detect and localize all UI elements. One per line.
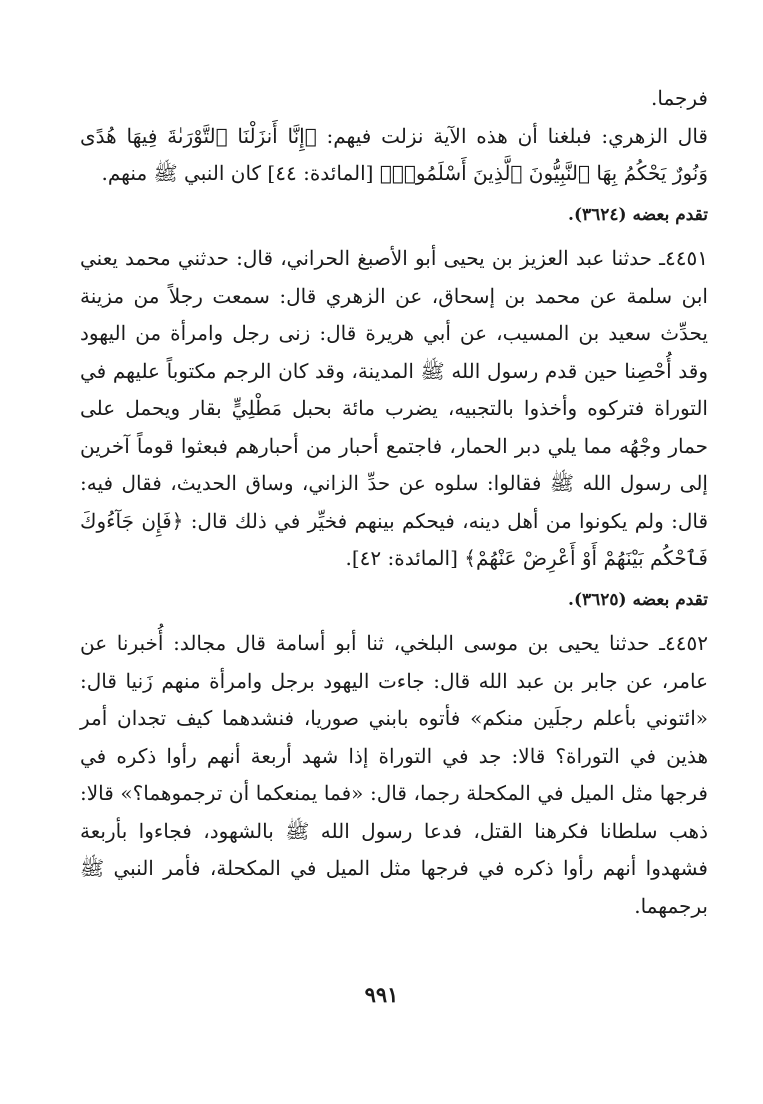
page-body — [80, 80, 708, 925]
paragraph-continuation: فرجما. — [651, 86, 708, 110]
cross-reference-3625: تقدم بعضه (٣٦٢٥). — [568, 589, 708, 610]
cross-reference-3624: تقدم بعضه (٣٦٢٤). — [568, 204, 708, 225]
hadith-4451: ٤٤٥١ـ حدثنا عبد العزيز بن يحيى أبو الأصبغ الحراني، قال: حدثني محمد يعني ابن سلمة عن محمد بن إسحاق، عن الزهري قال: سمعت رجلاً من مزينة يحدِّث سعيد بن المسيب، عن أبي هريرة قال: زنى رجل وامرأة من اليهود وقد أُحْصِنا حين قدم رسول الله ﷺ المدينة، وقد كان الرجم مكتوباً عليهم في التوراة فتركوه وأخذوا بالتجبيه، يضرب مائة بحبل مَطْلِيٍّ بقار ويحمل على حمار وجْهُه مما يلي دبر الحمار، فاجتمع أحبار من أحبارهم فبعثوا قوماً آخرين إلى رسول الله ﷺ فقالوا: سلوه عن حدِّ الزاني، وساق الحديث، فقال فيه: قال: ولم يكونوا من أهل دينه، فيحكم بينهم فخيِّر في ذلك قال: ﴿فَإِن جَآءُوكَ فَٱحْكُم بَيْنَهُمْ أَوْ أَعْرِضْ عَنْهُمْ﴾ [المائدة: ٤٢]. — [80, 246, 709, 570]
paragraph-zuhri-verse: قال الزهري: فبلغنا أن هذه الآية نزلت فيهم: ﴿إِنَّا أَنزَلْنَا ٱلتَّوْرَىٰةَ فِيهَا هُدًى وَنُورٌ يَحْكُمُ بِهَا ٱلنَّبِيُّونَ ٱلَّذِينَ أَسْلَمُوا۟﴾ [المائدة: ٤٤] كان النبي ﷺ منهم. — [80, 123, 708, 185]
hadith-4452: ٤٤٥٢ـ حدثنا يحيى بن موسى البلخي، ثنا أبو أسامة قال مجالد: أُخبرنا عن عامر، عن جابر بن عبد الله قال: جاءت اليهود برجل وامرأة منهم زَنيا قال: «ائتوني بأعلم رجلَين منكم» فأتوه بابني صوريا، فنشدهما كيف تجدان أمر هذين في التوراة؟ قالا: جد في التوراة إذا شهد أربعة أنهم رأوا ذكره في فرجها مثل الميل في المكحلة رجما، قال: «فما يمنعكما أن ترجموهما؟» قالا: ذهب سلطانا فكرهنا القتل، فدعا رسول الله ﷺ بالشهود، فجاءوا بأربعة فشهدوا أنهم رأوا ذكره في فرجها مثل الميل في المكحلة، فأمر النبي ﷺ برجمهما. — [80, 631, 708, 918]
page-number: ٩٩١ — [364, 982, 399, 1007]
